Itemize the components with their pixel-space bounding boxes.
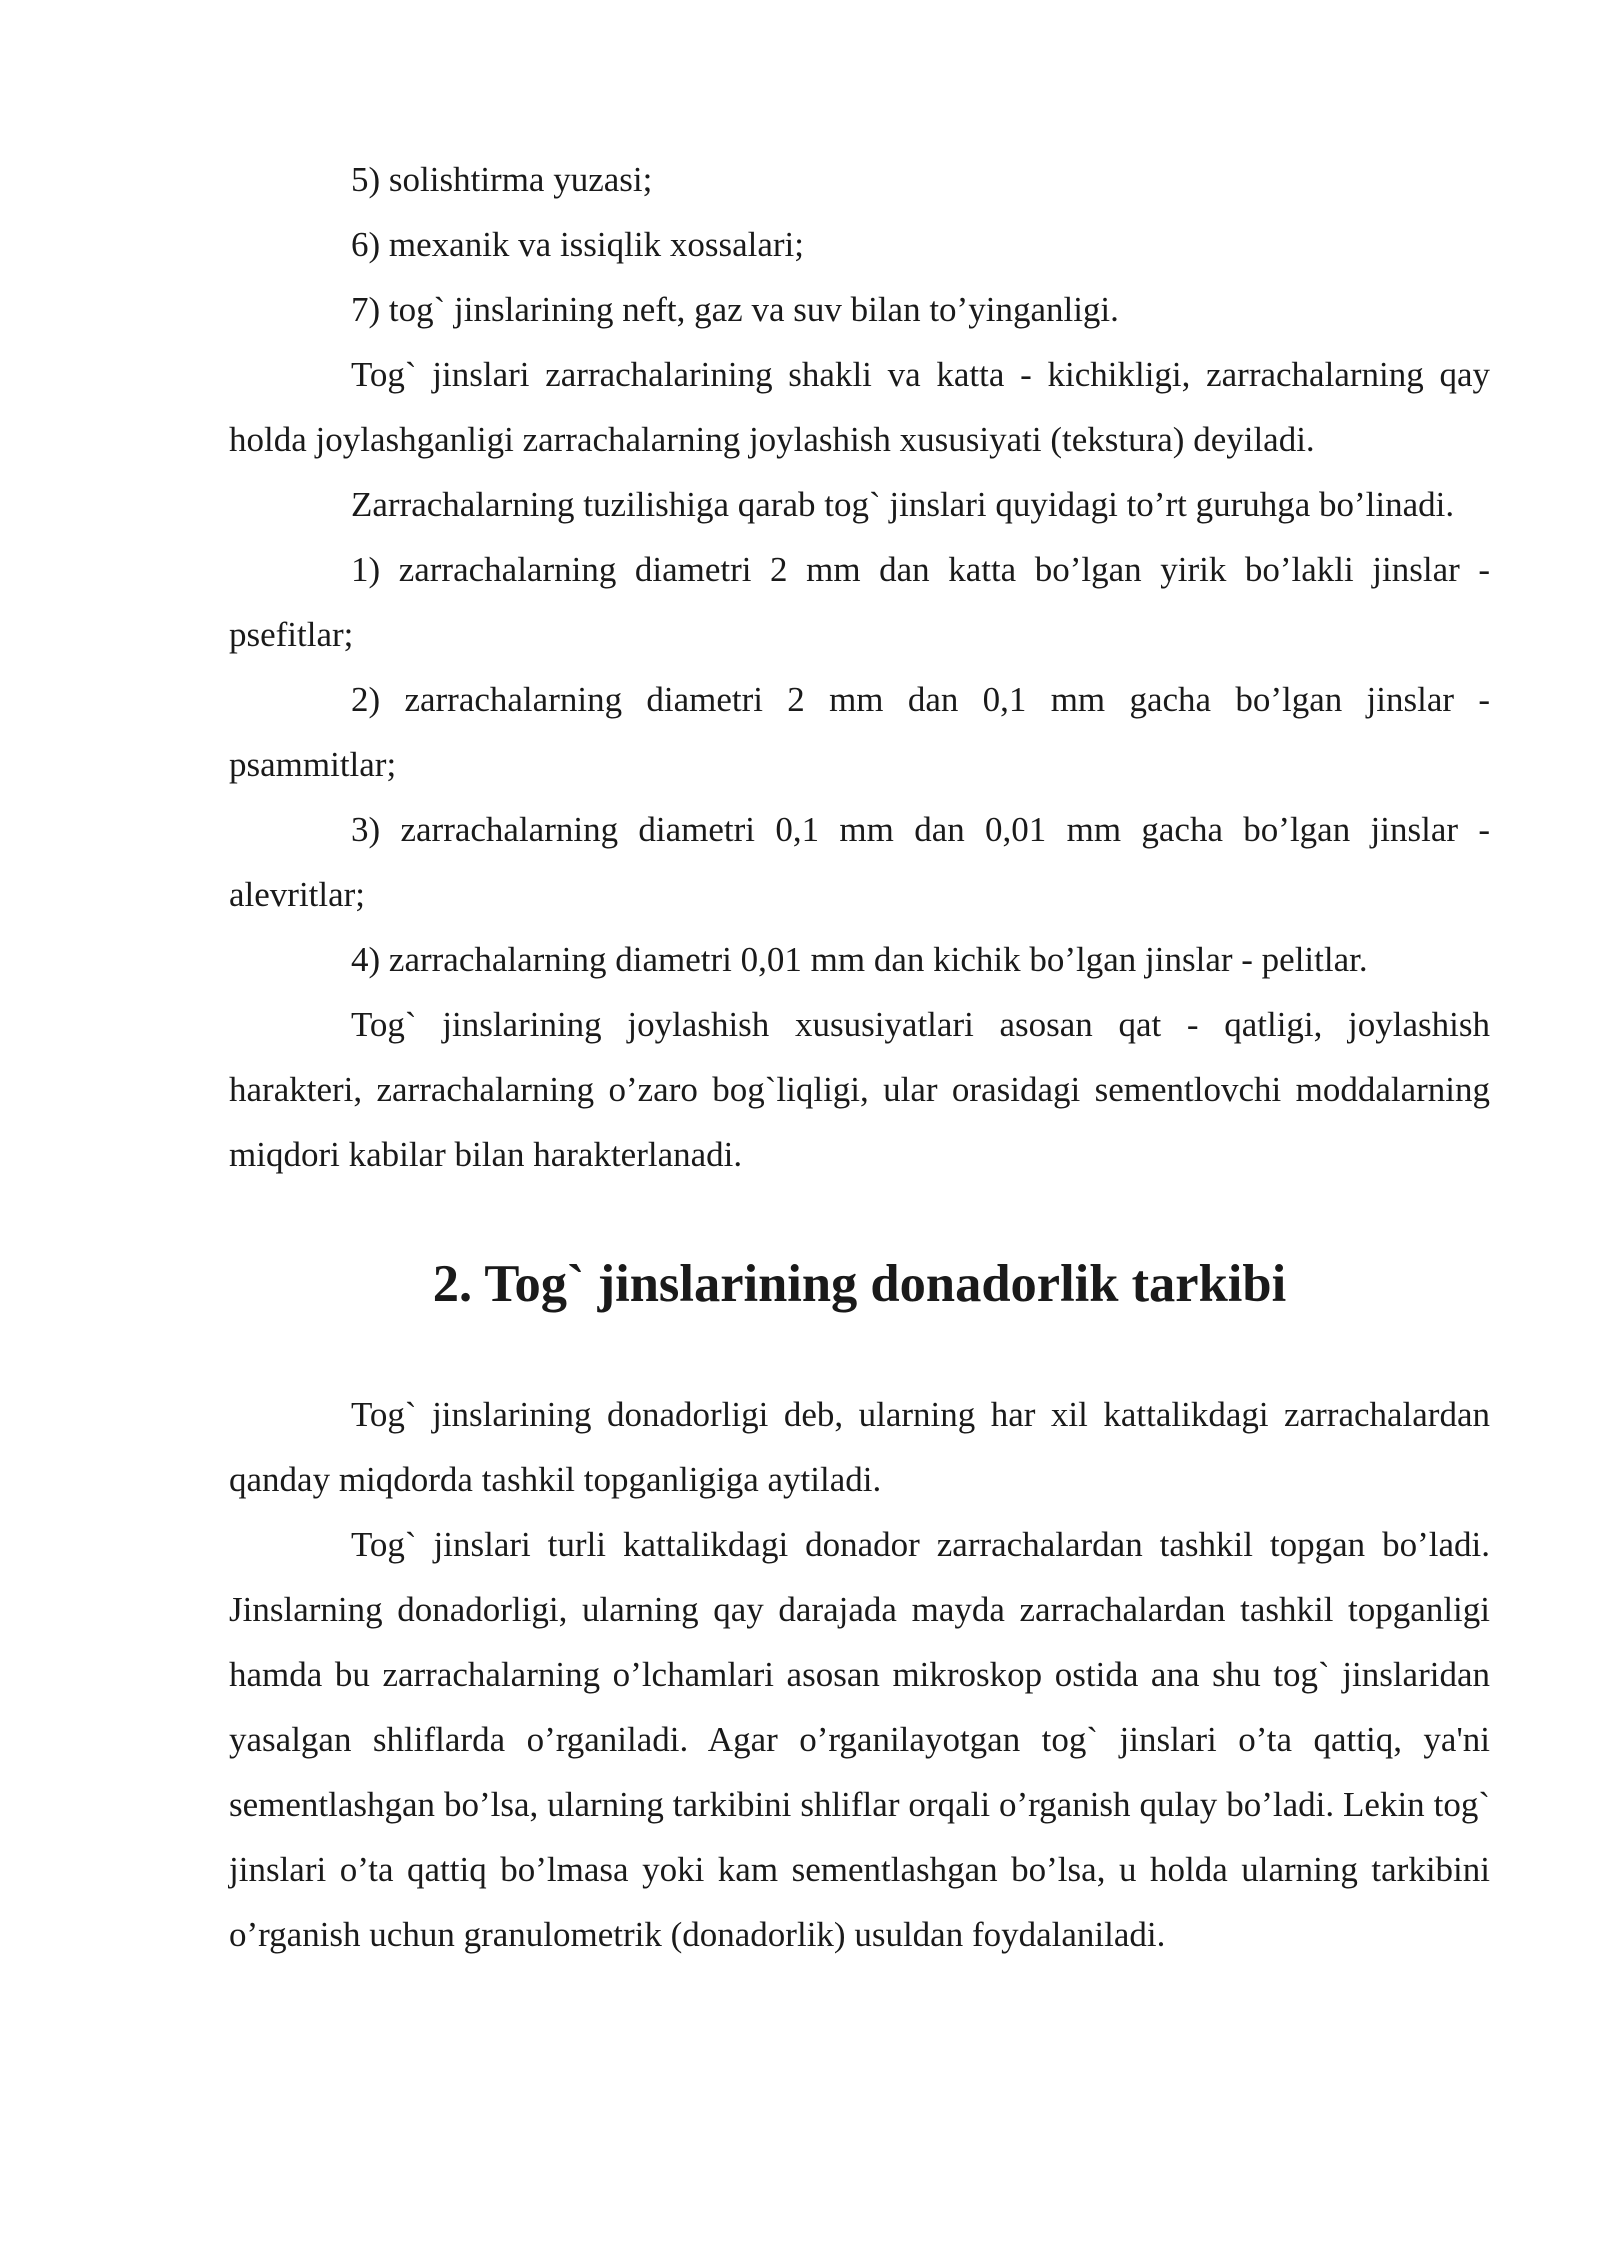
list-item-saturation: 7) tog` jinslarining neft, gaz va suv bilan to’yinganligi. bbox=[351, 290, 1119, 329]
list-item-mechanical-thermal: 6) mexanik va issiqlik xossalari; bbox=[351, 225, 804, 264]
paragraph-granularity-definition: Tog` jinslarining donadorligi deb, ularning har xil kattalikdagi zarrachalardan qanday miqdorda tashkil topganligiga aytiladi. bbox=[229, 1395, 1490, 1499]
list-item-specific-surface: 5) solishtirma yuzasi; bbox=[351, 160, 653, 199]
list-item-pelitlar: 4) zarrachalarning diametri 0,01 mm dan kichik bo’lgan jinslar - pelitlar. bbox=[351, 940, 1368, 979]
paragraph-four-groups: Zarrachalarning tuzilishiga qarab tog` jinslari quyidagi to’rt guruhga bo’linadi. bbox=[351, 485, 1455, 524]
paragraph-texture-definition: Tog` jinslari zarrachalarining shakli va katta - kichikligi, zarrachalarning qay holda joylashganligi zarrachalarning joylashish xususiyati (tekstura) deyiladi. bbox=[229, 355, 1490, 459]
section-heading: 2. Tog` jinslarining donadorlik tarkibi bbox=[432, 1255, 1287, 1313]
list-item-psefitlar: 1) zarrachalarning diametri 2 mm dan katta bo’lgan yirik bo’lakli jinslar - psefitlar; bbox=[229, 550, 1490, 654]
paragraph-arrangement: Tog` jinslarining joylashish xususiyatlari asosan qat - qatligi, joylashish harakteri, zarrachalarning o’zaro bog`liqligi, ular orasidagi sementlovchi moddalarning miqdori kabilar bilan harakterlanadi. bbox=[229, 1005, 1490, 1174]
document-page bbox=[229, 147, 1490, 1967]
list-item-psammitlar: 2) zarrachalarning diametri 2 mm dan 0,1 mm gacha bo’lgan jinslar - psammitlar; bbox=[229, 680, 1490, 784]
paragraph-granulometric-method: Tog` jinslari turli kattalikdagi donador zarrachalardan tashkil topgan bo’ladi. Jinslarning donadorligi, ularning qay darajada mayda zarrachalardan tashkil topganligi hamda bu zarrachalarning o’lchamlari asosan mikroskop ostida ana shu tog` jinslaridan yasalgan shliflarda o’rganiladi. Agar o’rganilayotgan tog` jinslari o’ta qattiq, ya'ni sementlashgan bo’lsa, ularning tarkibini shliflar orqali o’rganish qulay bo’ladi. Lekin tog` jinslari o’ta qattiq bo’lmasa yoki kam sementlashgan bo’lsa, u holda ularning tarkibini o’rganish uchun granulometrik (donadorlik) usuldan foydalaniladi. bbox=[229, 1525, 1490, 1954]
list-item-alevritlar: 3) zarrachalarning diametri 0,1 mm dan 0,01 mm gacha bo’lgan jinslar - alevritlar; bbox=[229, 810, 1490, 914]
